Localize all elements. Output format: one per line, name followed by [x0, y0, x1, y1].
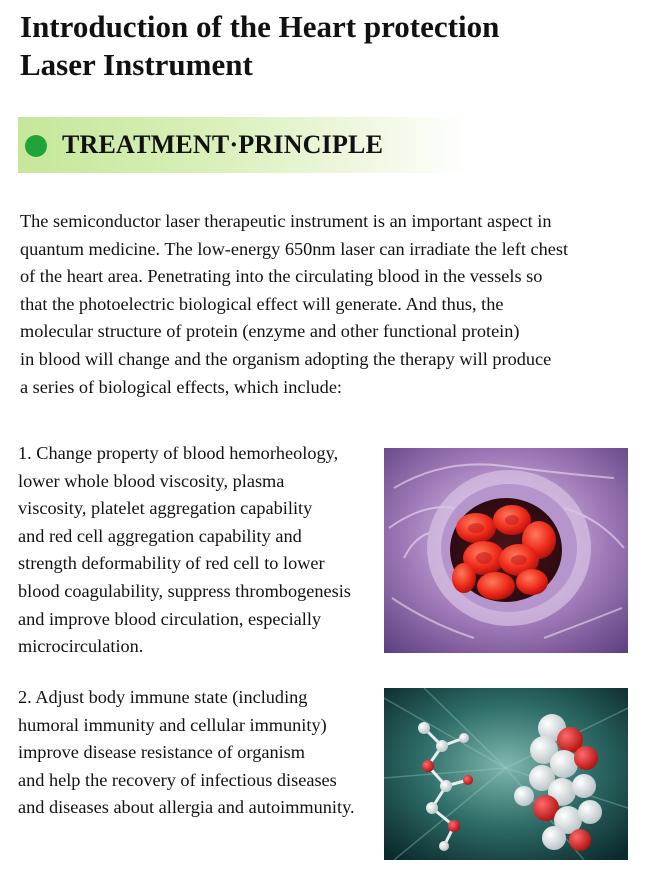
benefit-item-1 [18, 440, 378, 661]
benefit-line: 2. Adjust body immune state (including [18, 687, 308, 707]
benefit-line: microcirculation. [18, 636, 144, 657]
intro-line: a series of biological effects, which include: [20, 376, 343, 397]
benefit-line: humoral immunity and cellular immunity) [18, 714, 327, 735]
benefit-line: and red cell aggregation capability and [18, 525, 302, 546]
benefit-line: lower whole blood viscosity, plasma [18, 470, 285, 491]
green-dot-icon [25, 135, 47, 157]
benefit-line: blood coagulability, suppress thrombogenesis [18, 580, 351, 601]
intro-line: that the photoelectric biological effect will generate. And thus, the [20, 293, 504, 314]
intro-line: The semiconductor laser therapeutic instrument is an important aspect in [20, 211, 552, 231]
molecular-structure-image [384, 688, 628, 860]
title-line: Introduction of the Heart protection [20, 9, 500, 44]
benefit-item-2 [18, 684, 378, 822]
benefit-line: 1. Change property of blood hemorheology, [18, 443, 339, 463]
red-blood-cells-image [384, 448, 628, 653]
title-line: Laser Instrument [20, 47, 253, 82]
benefit-line: improve disease resistance of organism [18, 742, 306, 763]
benefit-line: strength deformability of red cell to lower [18, 553, 325, 574]
intro-line: quantum medicine. The low-energy 650nm laser can irradiate the left chest [20, 238, 569, 259]
intro-line: molecular structure of protein (enzyme and other functional protein) [20, 321, 520, 342]
intro-line: of the heart area. Penetrating into the circulating blood in the vessels so [20, 266, 543, 287]
benefit-line: and help the recovery of infectious diseases [18, 769, 337, 790]
section-heading: TREATMENT·PRINCIPLE [62, 130, 384, 159]
intro-line: in blood will change and the organism adopting the therapy will produce [20, 348, 552, 369]
benefit-line: and improve blood circulation, especially [18, 608, 322, 629]
page-title [20, 8, 630, 84]
benefit-line: and diseases about allergia and autoimmunity. [18, 797, 355, 818]
benefit-line: viscosity, platelet aggregation capability [18, 498, 313, 519]
intro-paragraph [20, 208, 632, 401]
